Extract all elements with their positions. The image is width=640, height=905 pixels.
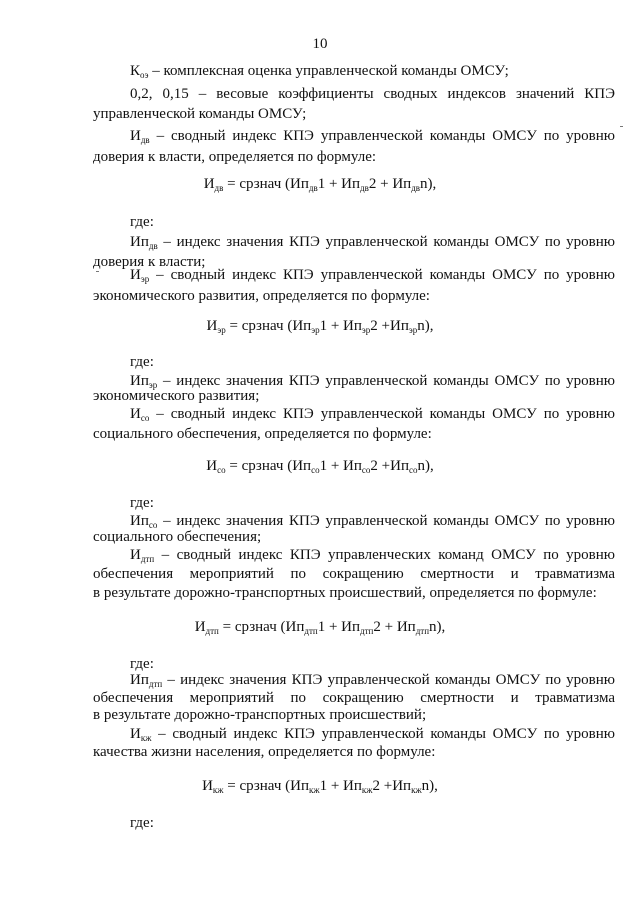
- text-line: $И_{дв}$ – сводный индекс КПЭ управленческой команды ОМСУ по уровню: [130, 128, 615, 145]
- text-line: $И_{эр}$ – сводный индекс КПЭ управленческой команды ОМСУ по уровню: [130, 267, 615, 284]
- text-line: $К_{оэ}$ – комплексная оценка управленческой команды ОМСУ;: [130, 63, 509, 80]
- text-line: качества жизни населения, определяется по формуле:: [93, 744, 436, 760]
- text-line: $Ип_{дтп}$ – индекс значения КПЭ управленческой команды ОМСУ по уровню: [130, 672, 615, 689]
- formula: $И_{дтп}$ = срзнач $(Ип_{дтп}1 + Ип_{дтп}2 + Ип_{дтп}n)$,: [194, 619, 446, 636]
- text-line: социального обеспечения;: [93, 529, 262, 545]
- text-line: доверия к власти;: [93, 254, 206, 270]
- text-line: в результате дорожно-транспортных происшествий, определяется по формуле:: [93, 585, 597, 601]
- text-line: социального обеспечения, определяется по формуле:: [93, 426, 432, 442]
- page-number: 10: [312, 36, 328, 52]
- text-line: экономического развития, определяется по формуле:: [93, 288, 430, 304]
- text-line: доверия к власти, определяется по формуле:: [93, 149, 377, 165]
- scan-mark: [96, 271, 99, 272]
- text-line: $И_{дтп}$ – сводный индекс КПЭ управленческих команд ОМСУ по уровню: [130, 547, 615, 564]
- text-line: обеспечения мероприятий по сокращению смертности и травматизма: [93, 690, 615, 706]
- formula: $И_{кж}$ = срзнач $(Ип_{кж}1 + Ип_{кж}2 +Ип_{кж}n)$,: [202, 778, 438, 795]
- where-label: где:: [130, 815, 154, 831]
- formula: $И_{эр}$ = срзнач $(Ип_{эр}1 + Ип_{эр}2 +Ип_{эр}n)$,: [206, 318, 434, 335]
- text-line: $И_{кж}$ – сводный индекс КПЭ управленческой команды ОМСУ по уровню: [130, 726, 615, 743]
- where-label: где:: [130, 214, 154, 230]
- text-line: обеспечения мероприятий по сокращению смертности и травматизма: [93, 566, 615, 582]
- text-line: экономического развития;: [93, 388, 260, 404]
- text-line: $Ип_{со}$ – индекс значения КПЭ управленческой команды ОМСУ по уровню: [130, 513, 615, 530]
- text-line: $И_{со}$ – сводный индекс КПЭ управленческой команды ОМСУ по уровню: [130, 406, 615, 423]
- text-line: $Ип_{дв}$ – индекс значения КПЭ управленческой команды ОМСУ по уровню: [130, 234, 615, 251]
- text-line: $Ип_{эр}$ – индекс значения КПЭ управленческой команды ОМСУ по уровню: [130, 373, 615, 390]
- formula: $И_{дв}$ = срзнач $(Ип_{дв}1 + Ип_{дв}2 + Ип_{дв}n)$,: [203, 176, 437, 193]
- where-label: где:: [130, 656, 154, 672]
- where-label: где:: [130, 354, 154, 370]
- text-line: 0,2, 0,15 – весовые коэффициенты сводных индексов значений КПЭ: [130, 86, 615, 102]
- text-line: управленческой команды ОМСУ;: [93, 106, 307, 122]
- scan-mark: [620, 126, 623, 127]
- where-label: где:: [130, 495, 154, 511]
- formula: $И_{со}$ = срзнач $(Ип_{со}1 + Ип_{со}2 +Ип_{со}n)$,: [206, 458, 434, 475]
- text-line: в результате дорожно-транспортных происшествий;: [93, 707, 427, 723]
